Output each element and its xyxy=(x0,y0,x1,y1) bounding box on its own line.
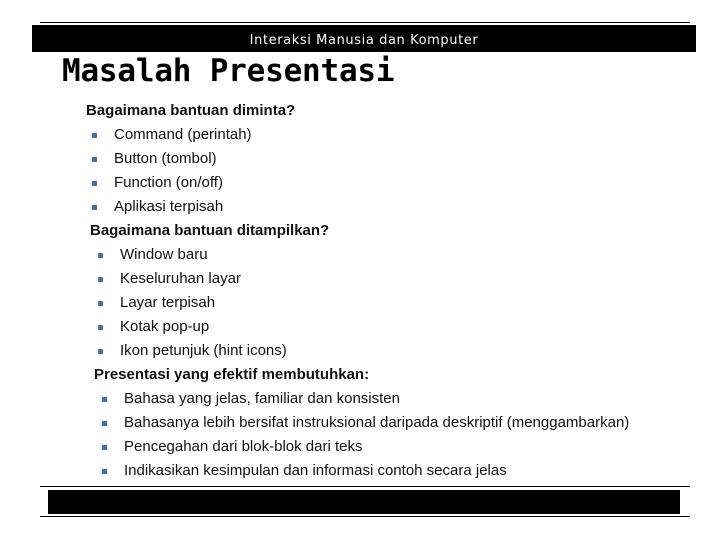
square-bullet-icon xyxy=(98,325,103,330)
list-item xyxy=(86,123,700,147)
list-item xyxy=(86,171,700,195)
square-bullet-icon xyxy=(102,397,107,402)
square-bullet-icon xyxy=(92,157,97,162)
list-item xyxy=(86,195,700,219)
square-bullet-icon xyxy=(98,253,103,258)
list-item-text: Kotak pop-up xyxy=(120,318,210,335)
list-item xyxy=(94,459,700,483)
square-bullet-icon xyxy=(92,205,97,210)
list-item-text: Aplikasi terpisah xyxy=(114,198,224,215)
list-item-text: Button (tombol) xyxy=(114,150,217,167)
square-bullet-icon xyxy=(92,133,97,138)
list-item xyxy=(90,315,700,339)
list-item xyxy=(94,435,700,459)
list-item-text: Window baru xyxy=(120,246,208,263)
list-item-text: Keseluruhan layar xyxy=(120,270,241,287)
square-bullet-icon xyxy=(102,445,107,450)
list-item xyxy=(90,243,700,267)
square-bullet-icon xyxy=(102,469,107,474)
course-title: Interaksi Manusia dan Komputer xyxy=(249,33,479,48)
list-item xyxy=(90,267,700,291)
section-heading: Bagaimana bantuan diminta? xyxy=(86,102,296,119)
list-item xyxy=(94,387,700,411)
list-item xyxy=(90,339,700,363)
list-item-text: Function (on/off) xyxy=(114,174,223,191)
footer-bar xyxy=(48,490,680,514)
section-display-help xyxy=(90,219,700,363)
list-item xyxy=(94,411,700,435)
list-item-text: Indikasikan kesimpulan dan informasi contoh secara jelas xyxy=(124,462,507,479)
list-item-text: Bahasa yang jelas, familiar dan konsisten xyxy=(124,390,400,407)
header-top-rule xyxy=(40,22,690,23)
footer-bottom-rule xyxy=(40,516,690,517)
footer-top-rule xyxy=(40,486,690,487)
square-bullet-icon xyxy=(98,301,103,306)
section-heading: Bagaimana bantuan ditampilkan? xyxy=(90,222,330,239)
list-item-text: Pencegahan dari blok-blok dari teks xyxy=(124,438,363,455)
list-item-text: Bahasanya lebih bersifat instruksional daripada deskriptif (menggambarkan) xyxy=(124,414,630,431)
list-item-text: Command (perintah) xyxy=(114,126,252,143)
section-effective-presentation xyxy=(94,363,700,483)
square-bullet-icon xyxy=(92,181,97,186)
section-heading: Presentasi yang efektif membutuhkan: xyxy=(94,366,370,383)
square-bullet-icon xyxy=(98,277,103,282)
slide-content xyxy=(86,99,700,483)
slide-title: Masalah Presentasi xyxy=(62,53,395,89)
list-item-text: Ikon petunjuk (hint icons) xyxy=(120,342,287,359)
section-request-help xyxy=(86,99,700,219)
list-item xyxy=(86,147,700,171)
list-item-text: Layar terpisah xyxy=(120,294,216,311)
square-bullet-icon xyxy=(98,349,103,354)
list-item xyxy=(90,291,700,315)
header-bar xyxy=(32,25,696,52)
square-bullet-icon xyxy=(102,421,107,426)
